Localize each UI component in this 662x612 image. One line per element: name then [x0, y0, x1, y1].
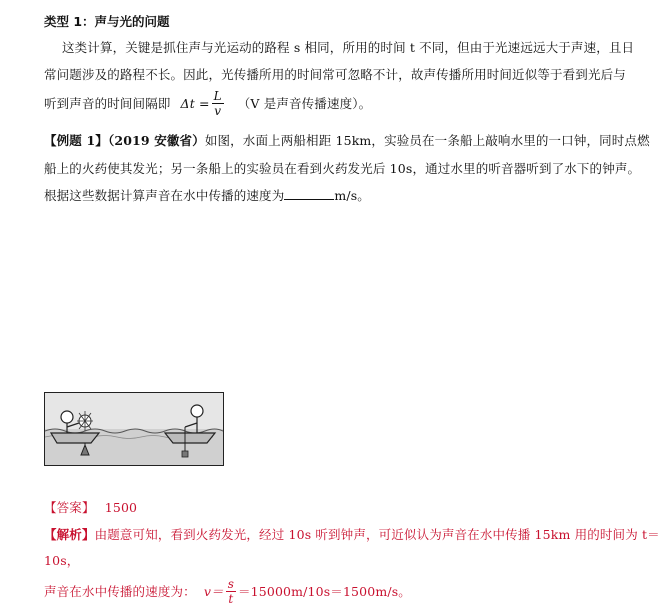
speed-formula-lhs: v＝	[203, 584, 224, 599]
formula-fraction	[212, 90, 224, 117]
two-boats-illustration	[44, 392, 224, 466]
speed-numerator: s	[227, 576, 234, 591]
intro-line-1: 这类计算，关键是抓住声与光运动的路程 s 相同，所用的时间 t 不同，但由于光速远远大于声速，且日	[62, 40, 635, 55]
section-title: 类型 1：声与光的问题	[44, 14, 170, 29]
speed-formula-fraction	[226, 578, 236, 605]
example-line-1	[44, 131, 650, 149]
intro-line-3-suffix: （V 是声音传播速度）。	[237, 96, 372, 111]
example-source: （2019 安徽省）	[107, 133, 205, 148]
example-unit: m/s。	[334, 188, 370, 203]
example-text: 如图，水面上两船相距 15km，实验员在一条船上敲响水里的一口钟，同时点燃	[204, 133, 650, 148]
formula-lhs: Δt =	[180, 95, 210, 111]
example-line-2: 船上的火药使其发光；另一条船上的实验员在看到火药发光后 10s，通过水里的听音器听到了水下的钟声。	[44, 161, 641, 176]
speed-formula-result: ＝15000m/10s＝1500m/s。	[238, 584, 411, 599]
intro-line-3-prefix: 听到声音的时间间隔即	[44, 96, 171, 111]
analysis-line-1	[44, 525, 660, 543]
intro-line-3	[44, 88, 371, 118]
analysis-label: 【解析】	[44, 527, 95, 542]
answer-value: 1500	[104, 500, 138, 515]
answer-blank	[284, 187, 334, 200]
analysis-line-3	[44, 574, 411, 608]
answer-label: 【答案】	[44, 500, 95, 515]
answer-line	[44, 498, 137, 516]
formula-numerator: L	[213, 88, 222, 103]
example-label: 【例题 1】	[44, 133, 108, 148]
boats-drawing	[45, 393, 223, 465]
analysis-line-3-prefix: 声音在水中传播的速度为：	[44, 584, 196, 599]
analysis-line-2: 10s，	[44, 553, 80, 568]
example-line-3	[44, 186, 370, 204]
intro-line-2: 常问题涉及的路程不长。因此，光传播所用的时间常可忽略不计，故声传播所用时间近似等于看到光后与	[44, 67, 626, 82]
formula-denominator: v	[214, 103, 222, 118]
speed-denominator: t	[228, 591, 234, 606]
example-line-3-prefix: 根据这些数据计算声音在水中传播的速度为	[44, 188, 285, 203]
analysis-text-1: 由题意可知，看到火药发光，经过 10s 听到钟声，可近似认为声音在水中传播 15km 用的时间为 t＝	[94, 527, 660, 542]
